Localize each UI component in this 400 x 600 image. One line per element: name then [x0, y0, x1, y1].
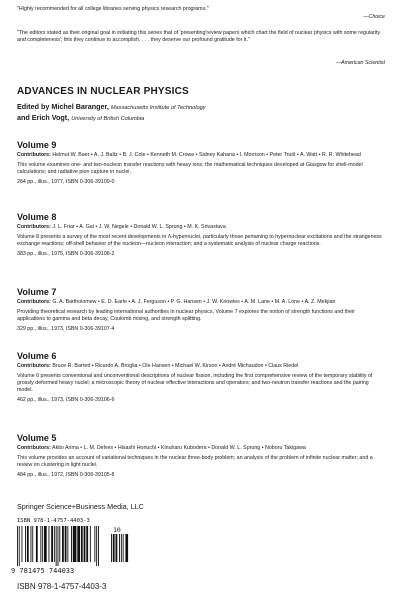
barcode-bar: [62, 526, 64, 562]
editor-1-affiliation: Massachusetts Institute of Technology: [110, 105, 206, 111]
barcode-bar: [119, 534, 120, 562]
contributors: [17, 152, 383, 159]
contributors: [17, 299, 383, 306]
editor-2: and Erich Vogt,: [17, 113, 70, 122]
volume-9-entry: [17, 140, 383, 186]
barcode-bar: [125, 534, 128, 562]
barcode-bar: [90, 526, 91, 562]
volume-pub-info: 264 pp., illus., 1977, ISBN 0-306-39109-0: [17, 179, 115, 185]
volume-title: Volume 9: [17, 140, 57, 150]
barcode-bar: [94, 526, 95, 562]
barcode-bar: [49, 526, 50, 562]
volume-pub-info: 484 pp., illus., 1972, ISBN 0-306-39105-8: [17, 472, 115, 478]
contributors-label: Contributors:: [17, 152, 51, 158]
volume-description: This volume examines one- and two-nucleon transfer reactions with heavy ions; the mathematical techniques developed at Glasgow for shell-model calculations; and radiative pion capture in nuclei.: [17, 162, 363, 175]
volume-pub-info: 383 pp., illus., 1975, ISBN 0-306-39108-2: [17, 251, 115, 257]
barcode-bar: [22, 526, 23, 562]
volume-description: Providing theoretical research by leading international authorities in nuclear physics, Volume 7 explores the notion of strength functions and their applications to gamma and beta decay, Coulomb mixing, and strength splitting.: [17, 309, 356, 322]
barcode-bar: [19, 526, 20, 566]
barcode-digits: 9 781475 744033: [11, 567, 75, 575]
volume-title: Volume 8: [17, 212, 57, 222]
editor-1: Edited by Michel Baranger,: [17, 102, 109, 111]
contributors: [17, 445, 383, 452]
contributors-label: Contributors:: [17, 299, 51, 305]
barcode-bar: [40, 526, 41, 562]
barcode-bar: [25, 526, 26, 562]
barcode-bar: [65, 526, 67, 562]
barcode-bar: [31, 526, 32, 562]
barcode-bar: [27, 526, 29, 562]
barcode-bar: [111, 534, 112, 562]
quote-source-american-scientist: —American Scientist: [335, 60, 385, 66]
barcode-bar: [32, 526, 33, 562]
barcode-bar: [121, 534, 122, 562]
volume-pub-info: 462 pp., illus., 1973, ISBN 0-306-39106-6: [17, 397, 115, 403]
barcode-bars: [17, 526, 107, 566]
barcode-bar: [113, 534, 115, 562]
barcode-bar: [84, 526, 86, 562]
contributors-list: Bruce R. Barrett • Ricardo A. Broglia • Ole Hansen • Michael W. Kirson • André Michaudon • Claus Riedel: [52, 363, 299, 369]
barcode-bar: [58, 526, 59, 566]
contributors-list: J. L. Friar • A. Gal • J. W. Negele • Donald W. L. Sprung • M. K. Srivastava: [52, 224, 226, 230]
contributors-list: G. A. Bartholomew • E. D. Earle • A. J. Ferguson • P. G. Hansen • J. W. Knowles • A. M. Lane • M. A. Lone • A. Z. Mekjian: [52, 299, 336, 305]
publisher-name: Springer Science+Business Media, LLC: [17, 502, 144, 511]
volume-description: This volume provides an account of variational techniques in the nuclear three-body problem; an analysis of the problem of infinite nuclear matter; and a review on clustering in light nuclei.: [17, 455, 373, 468]
barcode-bar: [54, 526, 55, 562]
barcode-bar: [17, 526, 18, 566]
barcode-bar: [71, 526, 72, 562]
barcode-bar: [86, 526, 88, 562]
barcode-bar: [123, 534, 124, 562]
barcode-bar: [44, 526, 47, 562]
volume-pub-info: 329 pp., illus., 1973, ISBN 0-306-39107-4: [17, 326, 115, 332]
review-quote-american-scientist: "The editors stated as their original goal in initiating this series that of 'presenting'review papers which chart the field of nuclear physics with some regularity and completeness'; this they continue to accomplish. . . . they deserve our profound gratitude for it.": [17, 30, 381, 43]
barcode-addon-bars: [111, 534, 129, 566]
volume-6-entry: [17, 351, 383, 404]
volume-7-entry: [17, 287, 383, 333]
barcode-bar: [81, 526, 83, 562]
contributors: [17, 224, 383, 231]
isbn-barcode: [11, 518, 129, 582]
review-quote-choice: "Highly recommended for all college libraries serving physics research programs.": [17, 6, 209, 12]
barcode-bar: [67, 526, 68, 562]
editors-block: [17, 102, 206, 124]
barcode-bar: [98, 526, 99, 566]
barcode-bar: [59, 526, 60, 562]
volume-title: Volume 5: [17, 433, 57, 443]
barcode-bar: [96, 526, 97, 566]
editor-2-affiliation: University of British Columbia: [71, 116, 145, 122]
barcode-bar: [73, 526, 77, 562]
volume-title: Volume 7: [17, 287, 57, 297]
contributors: [17, 363, 383, 370]
contributors-label: Contributors:: [17, 224, 51, 230]
contributors-label: Contributors:: [17, 445, 51, 451]
volume-description: Volume 8 presents a survey of the most recent developments in Λ-hypernuclei, particularly those pertaining to hypernuclear excitations and the strangeness exchange reactions; off-shell behavior of the nucleon—nucleon interaction; and a systematic analysis of nuclear charge reactions.: [17, 234, 382, 247]
contributors-list: Akito Arima • L. M. Delves • Hisashi Horiuchi • Kinuharu Kubodera • Donald W. L. Sprung • Noboru Takigawa: [52, 445, 306, 451]
barcode-bar: [77, 526, 80, 562]
quote-source-choice: —Choice: [363, 14, 385, 20]
isbn-number: ISBN 978-1-4757-4403-3: [17, 582, 107, 591]
series-title: ADVANCES IN NUCLEAR PHYSICS: [17, 86, 189, 97]
barcode-addon-number: 10: [113, 526, 121, 534]
volume-5-entry: [17, 433, 383, 479]
barcode-bar: [116, 534, 118, 562]
contributors-label: Contributors:: [17, 363, 51, 369]
contributors-list: Helmut W. Baer • A. J. Baltz • B. J. Cole • Kenneth M. Crowe • Sidney Kahana • I. Morrison • Peter Truöl • A. Watt • R. R. Whitehead: [52, 152, 361, 158]
barcode-isbn-label: ISBN 978-1-4757-4403-3: [17, 518, 90, 524]
barcode-bar: [42, 526, 43, 562]
barcode-bar: [36, 526, 38, 562]
volume-8-entry: [17, 212, 383, 258]
volume-title: Volume 6: [17, 351, 57, 361]
barcode-bar: [56, 526, 57, 566]
volume-description: Volume 6 presents conventional and unconventional descriptions of nuclear fission, including the first comprehensive review of the temporary stability of grossly deformed heavy nuclei; a microscopic theory of nuclear effective interactions and operators; and two-neutron transfer reactions and the pairing model.: [17, 373, 373, 393]
barcode-bar: [51, 526, 53, 562]
back-cover: [11, 0, 385, 600]
